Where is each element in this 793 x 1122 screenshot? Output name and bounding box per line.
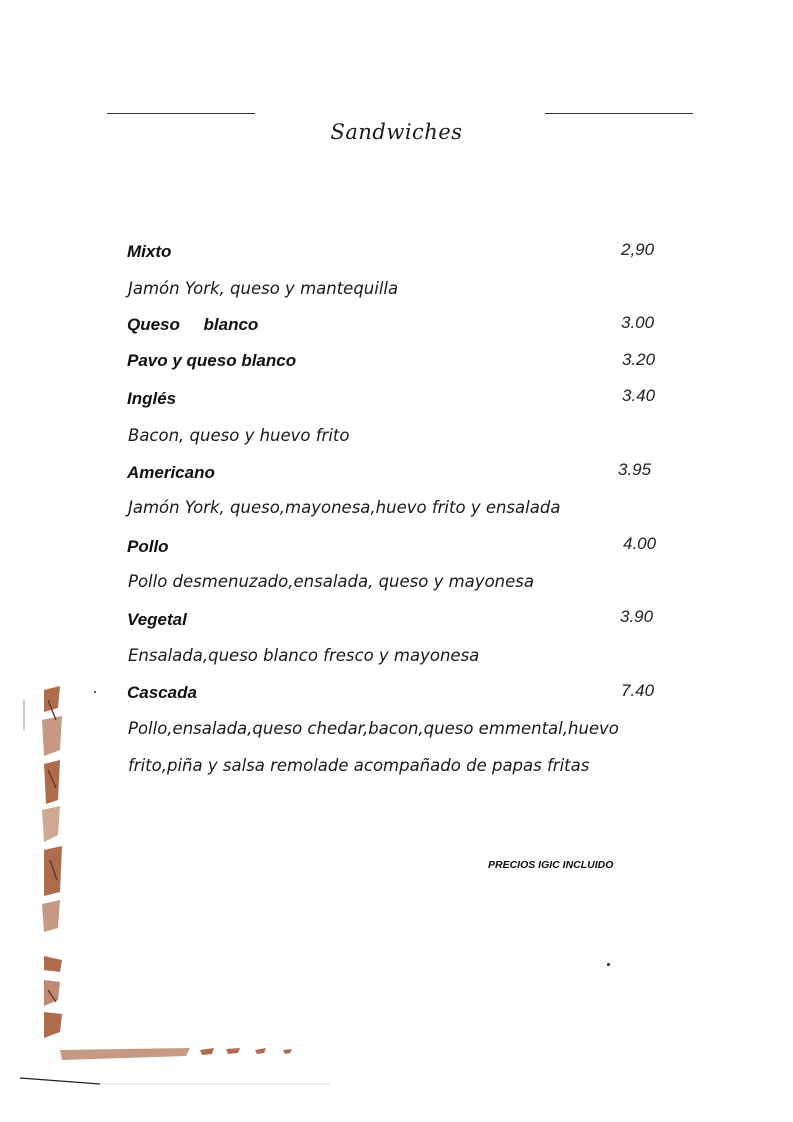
item-name-mixto: Mixto (127, 242, 172, 261)
item-price-pollo: 4.00 (623, 534, 657, 553)
item-name-vegetal: Vegetal (127, 610, 187, 629)
item-desc-pollo: Pollo desmenuzado,ensalada, queso y mayonesa (128, 572, 534, 591)
item-desc-cascada-line2: frito,piña y salsa remolade acompañado de papas fritas (128, 756, 590, 775)
item-desc-mixto: Jamón York, queso y mantequilla (128, 279, 399, 298)
decorative-border-image (0, 660, 340, 1090)
item-price-americano: 3.95 (618, 460, 652, 479)
item-name-pavo: Pavo y queso blanco (127, 351, 297, 370)
item-desc-ingles: Bacon, queso y huevo frito (128, 426, 350, 445)
item-price-cascada: 7.40 (621, 681, 655, 700)
item-price-queso-blanco: 3.00 (621, 313, 655, 332)
item-name-cascada: Cascada (127, 683, 197, 702)
page-title: Sandwiches (330, 120, 463, 144)
item-name-americano: Americano (127, 463, 215, 482)
item-name-pollo: Pollo (127, 537, 169, 556)
item-desc-americano: Jamón York, queso,mayonesa,huevo frito y ensalada (128, 498, 561, 517)
item-price-pavo: 3.20 (622, 350, 656, 369)
ink-dot (607, 963, 610, 966)
item-price-vegetal: 3.90 (620, 607, 654, 626)
tax-note: PRECIOS IGIC INCLUIDO (488, 859, 614, 871)
item-desc-cascada: Pollo,ensalada,queso chedar,bacon,queso emmental,huevo (128, 719, 619, 738)
item-name-queso-blanco: Queso blanco (127, 315, 259, 334)
item-desc-vegetal: Ensalada,queso blanco fresco y mayonesa (128, 646, 480, 665)
item-name-ingles: Inglés (127, 389, 177, 408)
item-price-mixto: 2,90 (621, 240, 655, 259)
item-price-ingles: 3.40 (622, 386, 656, 405)
